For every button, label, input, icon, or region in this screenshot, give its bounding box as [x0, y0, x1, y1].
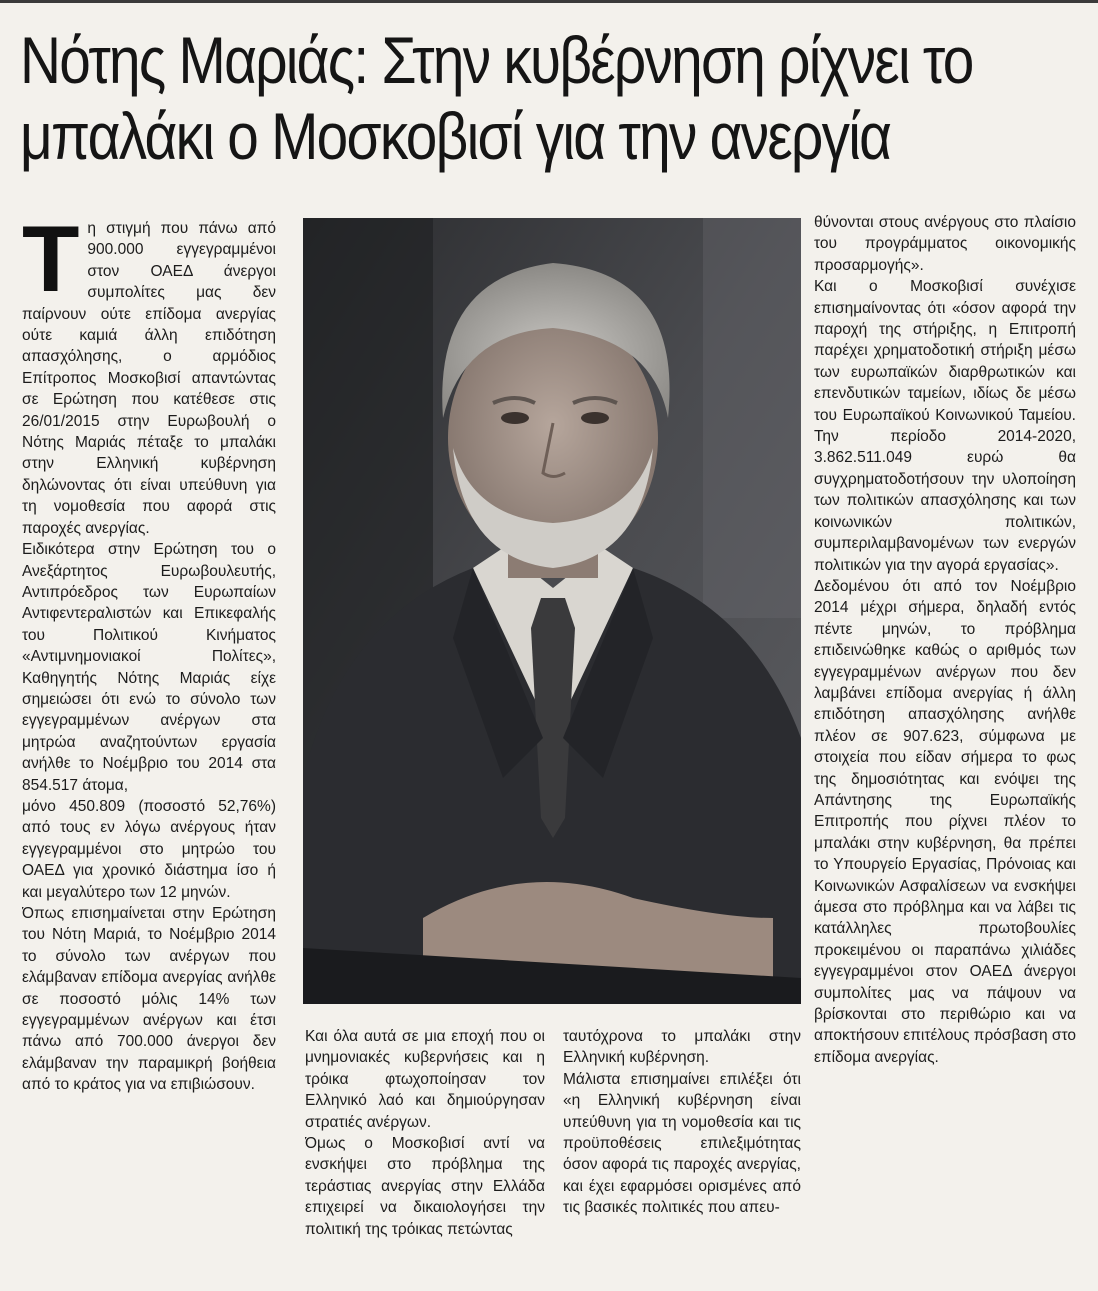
top-rule	[0, 0, 1098, 3]
article-column-3	[563, 1026, 801, 1256]
paragraph: Και ο Μοσκοβισί συνέχισε επισημαίνοντας ότι «όσον αφορά την παροχή της στήριξης, η Επιτροπή παρέχει χρηματοδοτική στήριξη μέσω των ευρωπαϊκών διαρθρωτικών και επενδυτικών ταμείων, ιδίως δε μέσω του Ευρωπαϊκού Κοινωνικού Ταμείου. Την περίοδο 2014-2020, 3.862.511.049 ευρώ θα συγχρηματοδοτήσουν την υλοποίηση των πολιτικών απασχόλησης και των κοινωνικών πολιτικών, συμπεριλαμβανομένων των ενεργών πολιτικών για την αγορά εργασίας».	[814, 278, 1076, 574]
paragraph: Δεδομένου ότι από τον Νοέμβριο 2014 μέχρι σήμερα, δηλαδή εντός πέντε μηνών, το πρόβλημα επιδεινώθηκε καθώς ο αριθμός των εγγεγραμμένων ανέργων που δεν λαμβάνει επίδομα ανεργίας ή άλλη επιδότηση απασχόλησης ανήλθε πλέον σε 907.623, σύμφωνα με στοιχεία που είδαν σήμερα το φως της δημοσιότητας και ενόψει της Απάντησης της Ευρωπαϊκής Επιτροπής που ρίχνει πλέον το μπαλάκι στην κυβέρνηση, θα πρέπει το Υπουργείο Εργασίας, Πρόνοιας και Κοινωνικών Ασφαλίσεων να ενσκήψει άμεσα στο πρόβλημα και να λάβει τις κατάλληλες πρωτοβουλίες προκειμένου οι παραπάνω χιλιάδες εγγεγραμμένοι στον ΟΑΕΔ άνεργοι συμπολίτες μας να πάψουν να βρίσκονται στο περιθώριο και να αποκτήσουν επιτέλους πρόσβαση στο επίδομα ανεργίας.	[814, 577, 1076, 1066]
paragraph: Τη στιγμή που πάνω από 900.000 εγγεγραμμένοι στον ΟΑΕΔ άνεργοι συμπολίτες μας δεν παίρνουν ούτε επίδομα ανεργίας ούτε καμιά άλλη επιδότηση απασχόλησης, ο αρμόδιος Επίτροπος Μοσκοβισί απαντώντας σε Ερώτηση που κατέθεσε στις 26/01/2015 στην Ευρωβουλή ο Νότης Μαριάς πέταξε το μπαλάκι στην Ελληνική κυβέρνηση δηλώνοντας ότι είναι υπεύθυνη για τη νομοθεσία που αφορά στις παροχές ανεργίας.	[22, 218, 276, 537]
paragraph: Ειδικότερα στην Ερώτηση του ο Ανεξάρτητος Ευρωβουλευτής, Αντιπρόεδρος των Ευρωπαίων Αντιφεντεραλιστών και Επικεφαλής του Πολιτικού Κινήματος «Αντιμνημονιακοί Πολίτες», Καθηγητής Νότης Μαριάς είχε σημειώσει ότι ενώ το σύνολο των εγγεγραμμένων ανέργων στα μητρώα αναζητούντων εργασία ανήλθε το Νοέμβριο του 2014 στα 854.517 άτομα,	[22, 541, 276, 794]
paragraph: θύνονται στους ανέργους στο πλαίσιο του προγράμματος οικονομικής προσαρμογής».	[814, 214, 1076, 274]
portrait-photo	[303, 218, 801, 1004]
paragraph: Όπως επισημαίνεται στην Ερώτηση του Νότη Μαριά, το Νοέμβριο 2014 το σύνολο των ανέργων που ελάμβαναν επίδομα ανεργίας ανήλθε σε ποσοστό μόλις 14% των εγγεγραμμένων ανέργων και έτσι πάνω από 700.000 άνεργοι δεν ελάμβαναν την παραμικρή βοήθεια από το κράτος για να επιβιώσουν.	[22, 905, 276, 1094]
paragraph: Μάλιστα επισημαίνει επιλέξει ότι «η Ελληνική κυβέρνηση είναι υπεύθυνη για τη νομοθεσία και τις προϋποθέσεις επιλεξιμότητας όσον αφορά τις παροχές ανεργίας, και έχει εφαρμόσει ορισμένες από τις βασικές πολιτικές που απευ-	[563, 1070, 801, 1217]
drop-cap: Τ	[22, 218, 80, 311]
headline	[20, 22, 973, 174]
paragraph: Όμως ο Μοσκοβισί αντί να ενσκήψει στο πρόβλημα της τεράστιας ανεργίας στην Ελλάδα επιχειρεί να δικαιολογήσει την πολιτική της τρόικας πετώντας	[305, 1135, 545, 1238]
headline-line-2: μπαλάκι ο Μοσκοβισί για την ανεργία	[20, 99, 891, 173]
article-column-1	[22, 218, 276, 1258]
paragraph: μόνο 450.809 (ποσοστό 52,76%) από τους εν λόγω ανέργους ήταν εγγεγραμμένοι στο μητρώο του ΟΑΕΔ για χρονικό διάστημα ίσο ή και μεγαλύτερο των 12 μηνών.	[22, 797, 276, 901]
headline-line-1: Νότης Μαριάς: Στην κυβέρνηση ρίχνει το	[20, 23, 973, 97]
article-column-2	[305, 1026, 545, 1256]
paragraph: ταυτόχρονα το μπαλάκι στην Ελληνική κυβέρνηση.	[563, 1028, 801, 1067]
portrait-illustration	[303, 218, 801, 1004]
article-column-4	[814, 212, 1076, 1248]
paragraph: Και όλα αυτά σε μια εποχή που οι μνημονιακές κυβερνήσεις και η τρόικα φτωχοποίησαν τον Ελληνικό λαό και δημιούργησαν στρατιές ανέργων.	[305, 1028, 545, 1131]
